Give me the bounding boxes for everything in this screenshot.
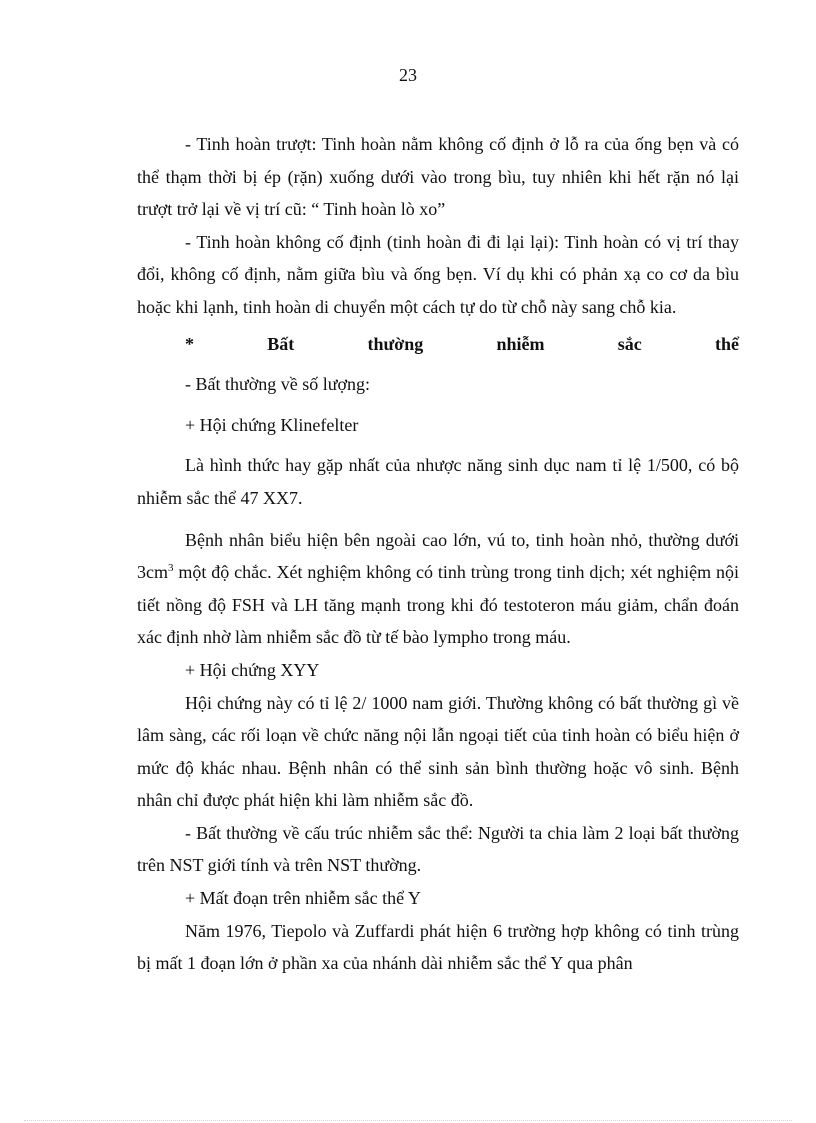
page-bottom-divider	[24, 1120, 792, 1121]
paragraph-xyy-title: + Hội chứng XYY	[185, 659, 320, 680]
document-body	[137, 128, 739, 980]
paragraph-bat-thuong-cau-truc: - Bất thường về cấu trúc nhiễm sắc thể: Người ta chia làm 2 loại bất thường trên NST giới tính và trên NST thường.	[137, 822, 739, 876]
heading-word: Bất	[267, 333, 295, 354]
heading-word: nhiễm	[496, 333, 545, 354]
paragraph-klinefelter-title: + Hội chứng Klinefelter	[185, 414, 359, 435]
superscript: 3	[168, 562, 174, 575]
heading-word: sắc	[617, 333, 642, 354]
paragraph-tinh-hoan-khong-co-dinh: - Tinh hoàn không cố định (tinh hoàn đi đi lại lại): Tinh hoàn có vị trí thay đổi, không cố định, nằm giữa bìu và ống bẹn. Ví dụ khi có phản xạ co cơ da bìu hoặc khi lạnh, tinh hoàn di chuyển một cách tự do từ chỗ này sang chỗ kia.	[137, 231, 739, 317]
page-number: 23	[399, 65, 417, 85]
text-segment: một độ chắc. Xét nghiệm không có tinh trùng trong tinh dịch; xét nghiệm nội tiết nồng độ FSH và LH tăng mạnh trong khi đó testoteron máu giảm, chẩn đoán xác định nhờ làm nhiễm sắc đồ từ tế bào lympho trong máu.	[137, 562, 739, 648]
paragraph-klinefelter-intro: Là hình thức hay gặp nhất của nhược năng sinh dục nam tỉ lệ 1/500, có bộ nhiễm sắc thể 47 XX7.	[137, 455, 739, 508]
heading-word: thể	[714, 333, 739, 354]
paragraph-bat-thuong-so-luong: - Bất thường về số lượng:	[185, 374, 371, 395]
paragraph-mat-doan-y: + Mất đoạn trên nhiễm sắc thể Y	[185, 888, 421, 909]
section-heading	[137, 328, 739, 361]
text-segment: Bệnh nhân biểu hiện bên ngoài cao lớn, vú to, tinh hoàn nhỏ, thường dưới 3cm	[137, 529, 739, 583]
paragraph-tiepolo-zuffardi: Năm 1976, Tiepolo và Zuffardi phát hiện 6 trường hợp không có tinh trùng bị mất 1 đoạn lớn ở phần xa của nhánh dài nhiễm sắc thể Y qua phân	[137, 920, 739, 974]
paragraph-xyy-details: Hội chứng này có tỉ lệ 2/ 1000 nam giới. Thường không có bất thường gì về lâm sàng, các rối loạn về chức năng nội lẫn ngoại tiết của tinh hoàn có biểu hiện ở mức độ khác nhau. Bệnh nhân có thể sinh sản bình thường hoặc vô sinh. Bệnh nhân chỉ được phát hiện khi làm nhiễm sắc đồ.	[137, 692, 739, 811]
heading-word: *	[185, 333, 194, 354]
paragraph-tinh-hoan-truot: - Tinh hoàn trượt: Tinh hoàn nằm không cố định ở lỗ ra của ống bẹn và có thể thạm thời bị ép (rặn) xuống dưới vào trong bìu, tuy nhiên khi hết rặn nó lại trượt trở lại về vị trí cũ: “ Tinh hoàn lò xo”	[137, 134, 739, 220]
heading-word: thường	[367, 333, 424, 354]
paragraph-klinefelter-details	[137, 524, 739, 654]
